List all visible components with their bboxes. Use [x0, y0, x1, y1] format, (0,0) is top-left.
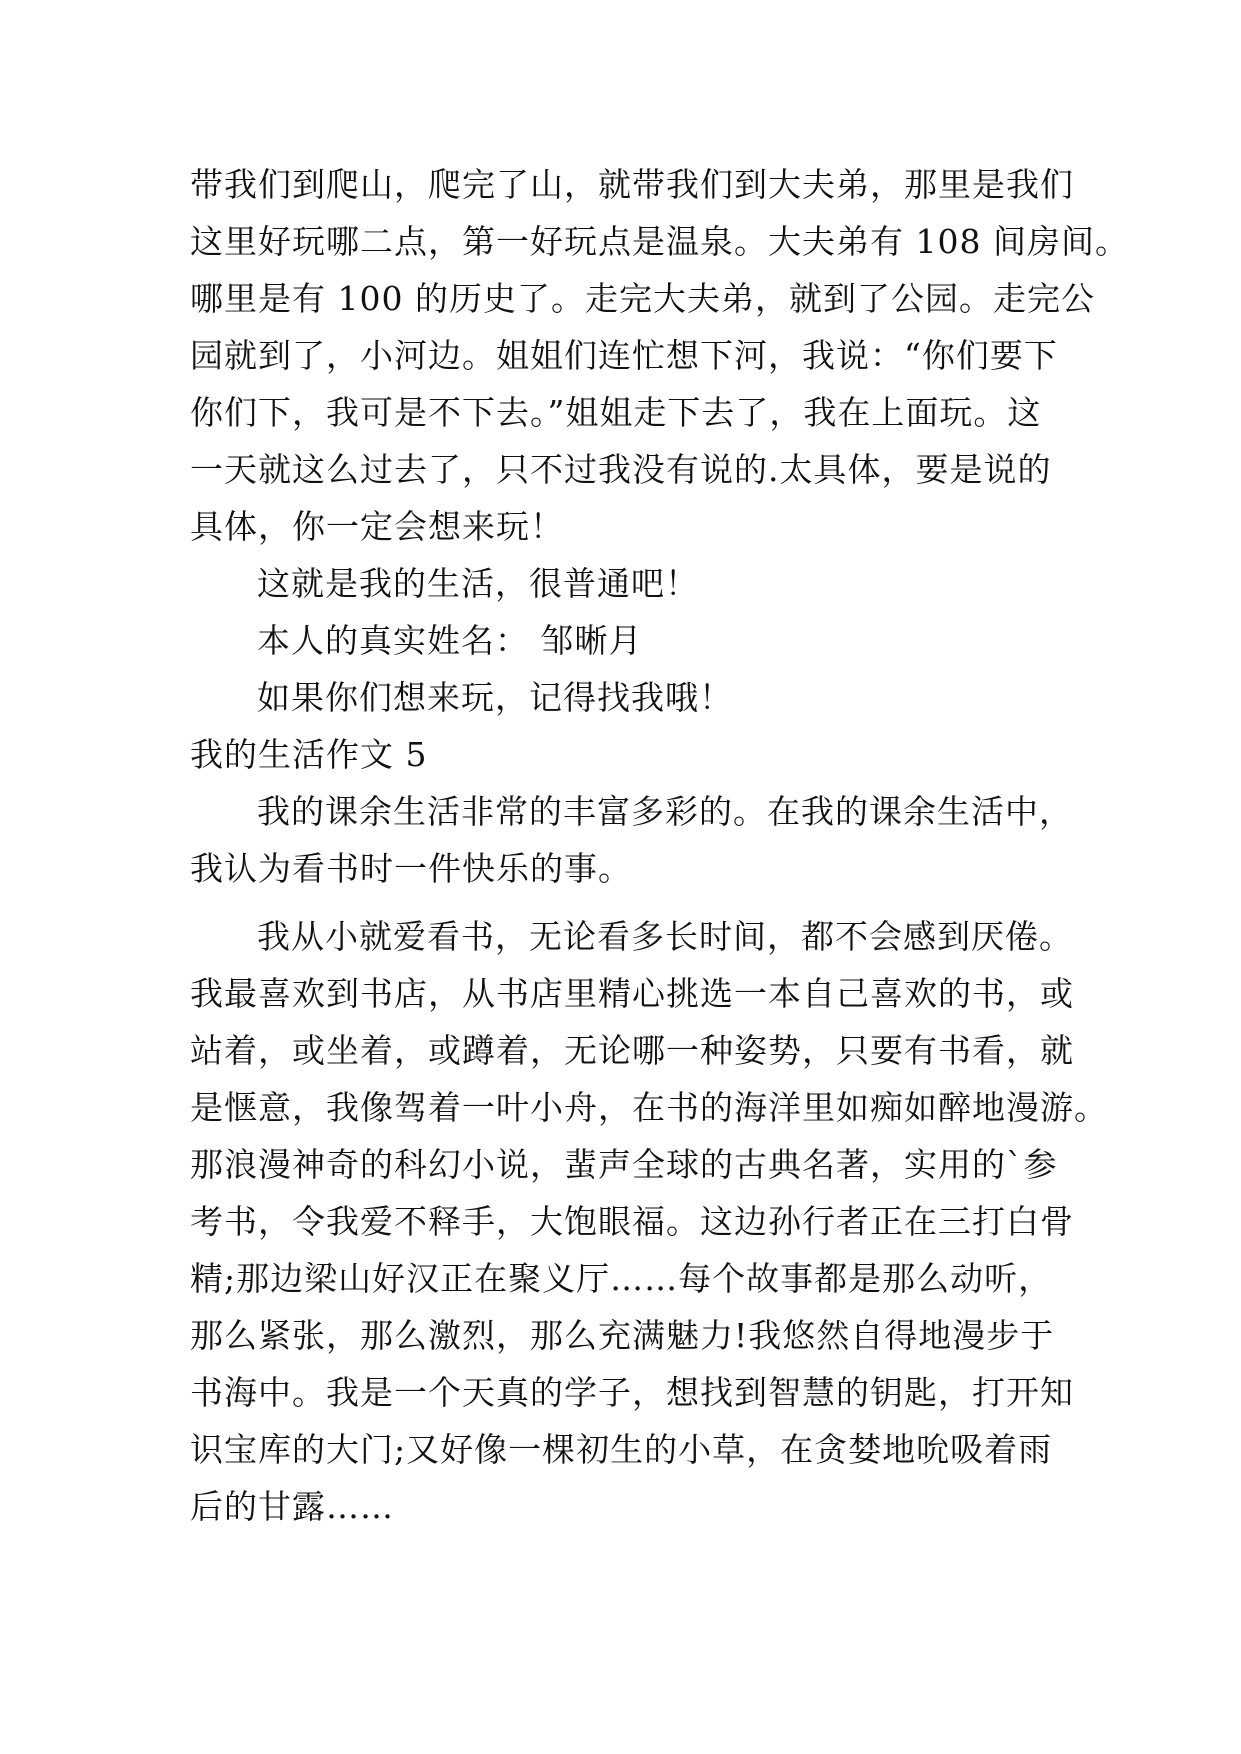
text-line: 那么紧张，那么激烈，那么充满魅力!我悠然自得地漫步于	[190, 1316, 1055, 1355]
text-line: 你们下，我可是不下去。”姐姐走下去了，我在上面玩。这	[190, 393, 1042, 432]
text-line: 后的甘露……	[190, 1487, 394, 1526]
text-line: 哪里是有 100 的历史了。走完大夫弟，就到了公园。走完公	[190, 279, 1095, 318]
text-line: 那浪漫神奇的科幻小说，蜚声全球的古典名著，实用的`参	[190, 1145, 1058, 1184]
text-line: 带我们到爬山，爬完了山，就带我们到大夫弟，那里是我们	[190, 165, 1074, 204]
text-line: 具体，你一定会想来玩！	[190, 507, 564, 546]
text-line: 我最喜欢到书店，从书店里精心挑选一本自己喜欢的书，或	[190, 974, 1074, 1013]
text-line: 一天就这么过去了，只不过我没有说的.太具体，要是说的	[190, 450, 1052, 489]
text-line: 考书，令我爱不释手，大饱眼福。这边孙行者正在三打白骨	[190, 1202, 1074, 1241]
text-line: 园就到了，小河边。姐姐们连忙想下河，我说：“你们要下	[190, 336, 1058, 375]
text-line: 书海中。我是一个天真的学子，想找到智慧的钥匙，打开知	[190, 1373, 1074, 1412]
text-line: 是惬意，我像驾着一叶小舟，在书的海洋里如痴如醉地漫游。	[190, 1088, 1108, 1127]
text-line: 精;那边梁山好汉正在聚义厅……每个故事都是那么动听，	[190, 1259, 1053, 1298]
text-line: 本人的真实姓名： 邹晰月	[257, 621, 643, 660]
text-line: 这里好玩哪二点，第一好玩点是温泉。大夫弟有 108 间房间。	[190, 222, 1129, 261]
text-line: 站着，或坐着，或蹲着，无论哪一种姿势，只要有书看，就	[190, 1031, 1074, 1070]
section-heading: 我的生活作文 5	[190, 735, 428, 774]
text-line: 我认为看书时一件快乐的事。	[190, 849, 632, 888]
text-line: 我从小就爱看书，无论看多长时间，都不会感到厌倦。	[257, 917, 1073, 956]
text-line: 这就是我的生活，很普通吧！	[257, 564, 699, 603]
text-line: 我的课余生活非常的丰富多彩的。在我的课余生活中，	[257, 792, 1073, 831]
text-line: 如果你们想来玩，记得找我哦！	[257, 678, 733, 717]
text-line: 识宝库的大门;又好像一棵初生的小草，在贪婪地吮吸着雨	[190, 1430, 1053, 1469]
